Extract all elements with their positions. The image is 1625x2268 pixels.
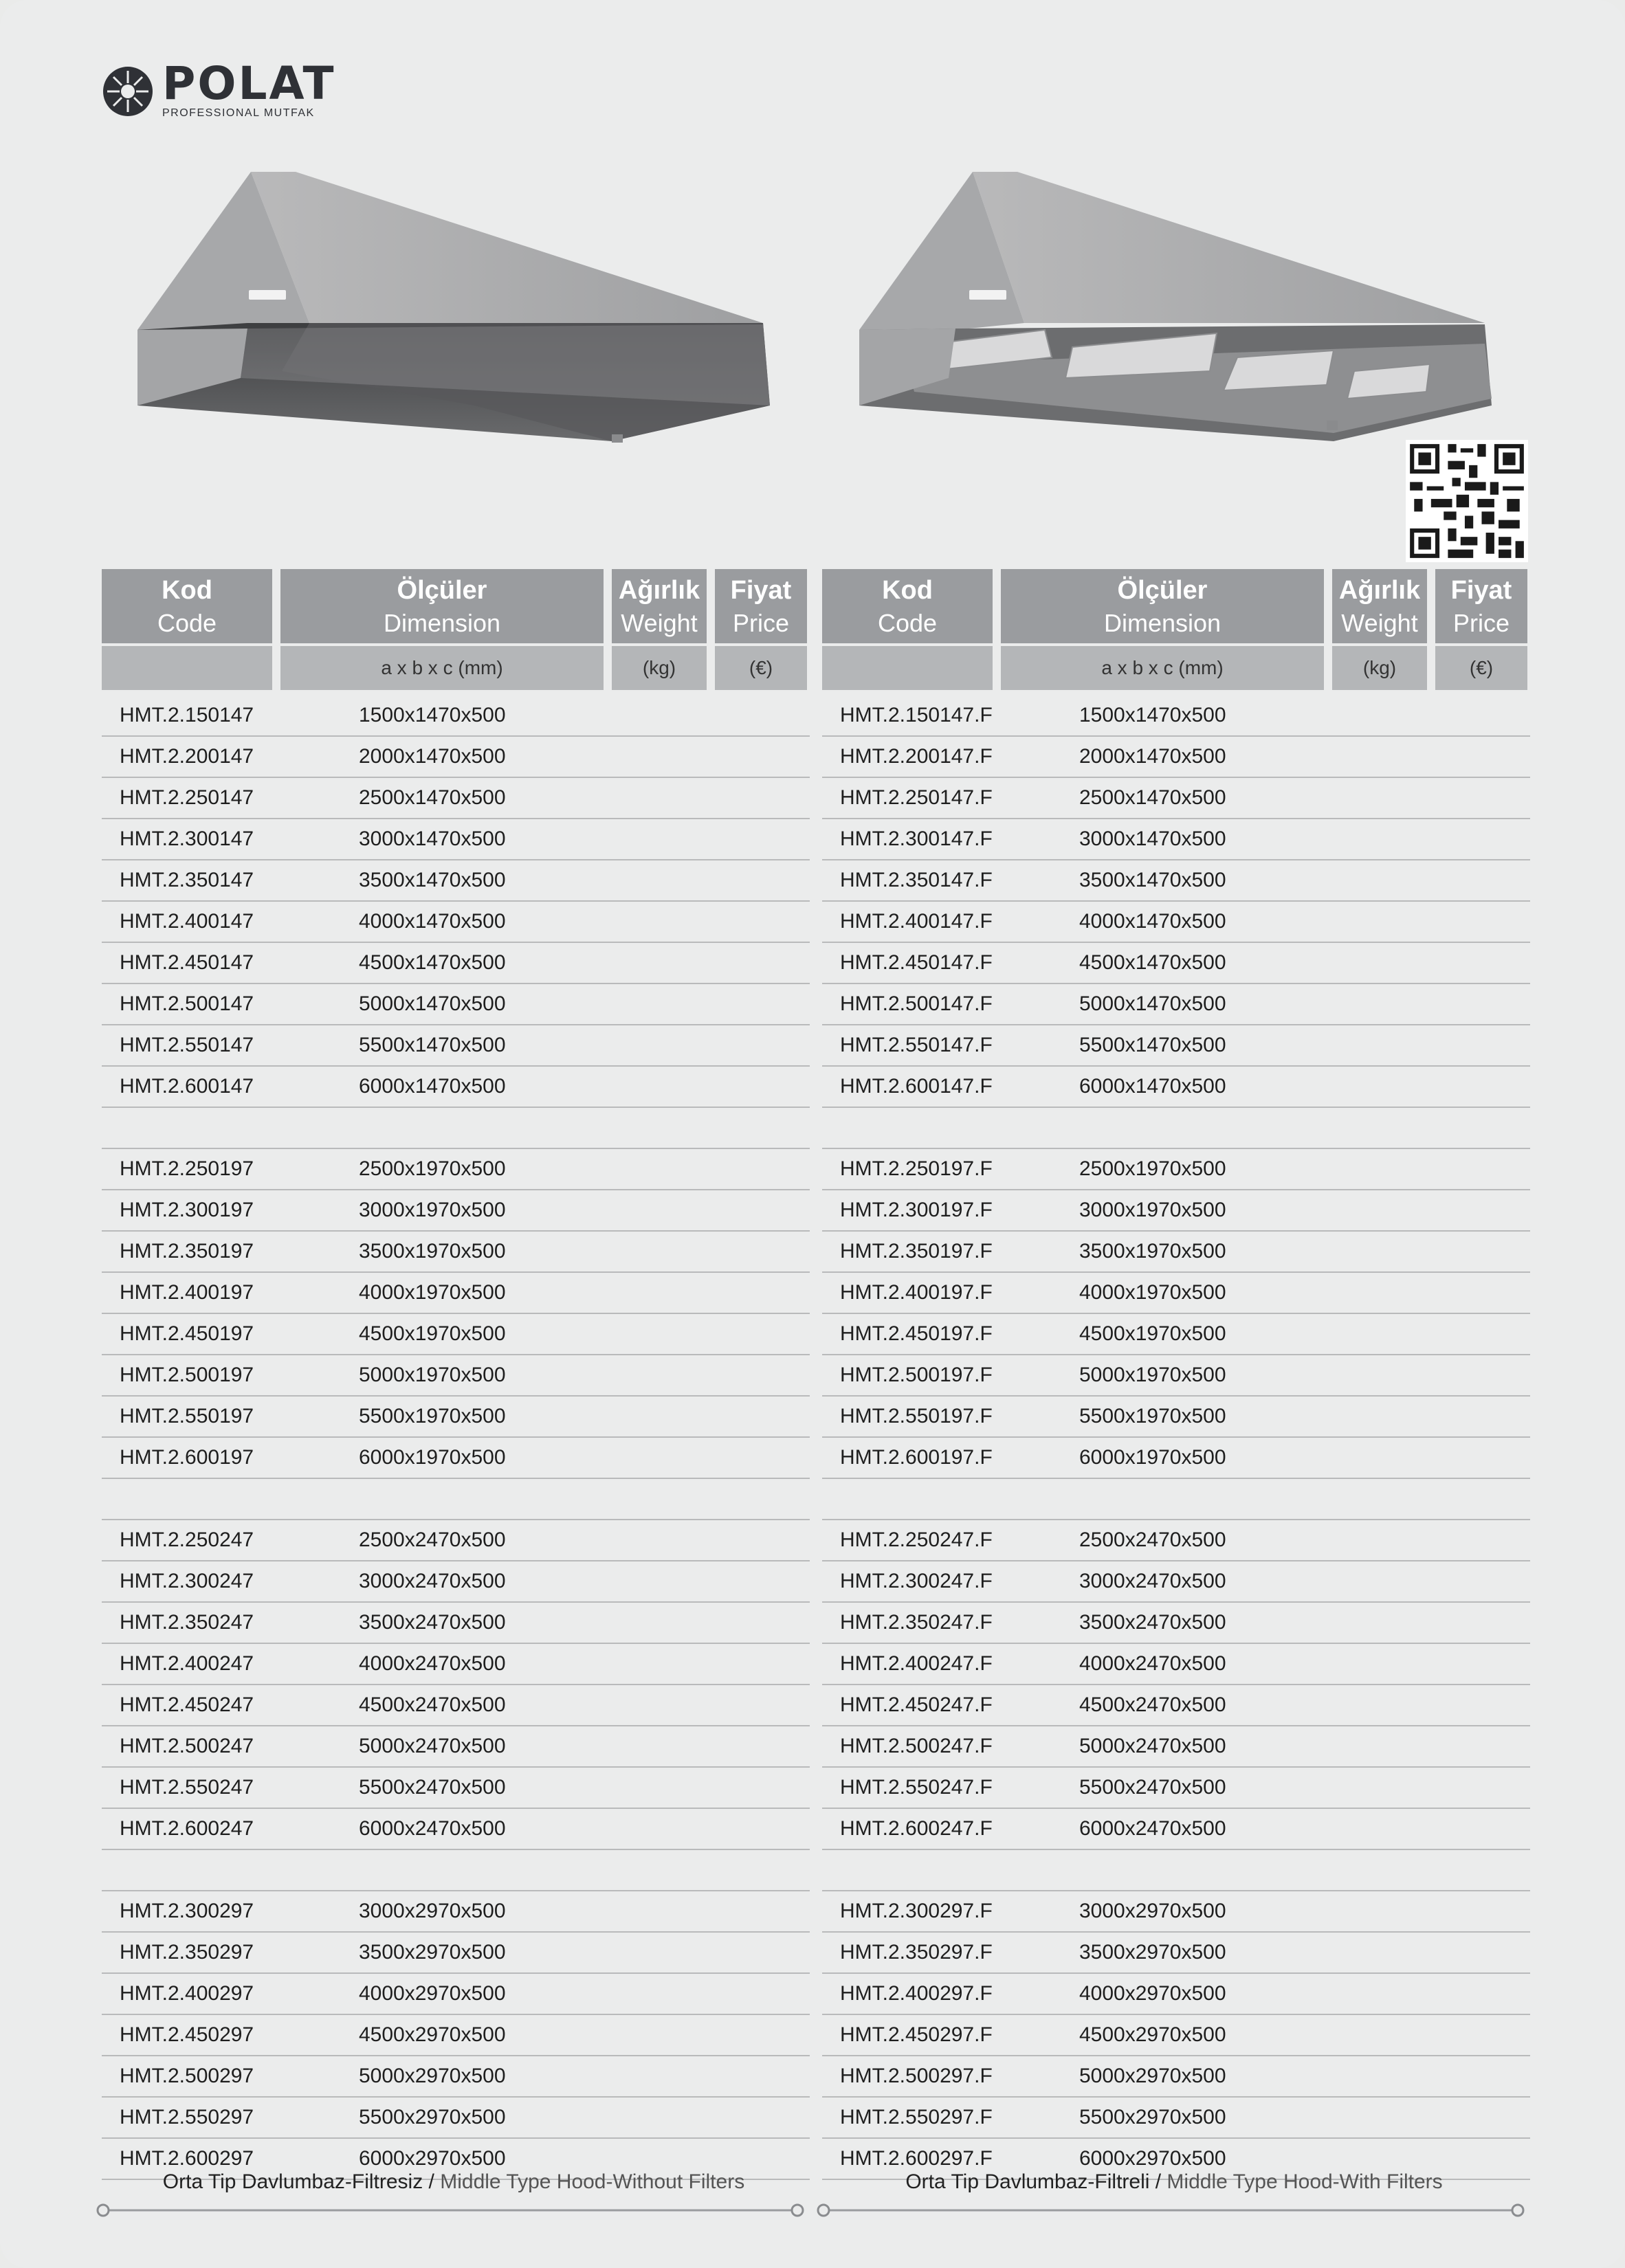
table-row [822,819,1530,860]
caption-tr: Orta Tip Davlumbaz-Filtreli [905,2170,1150,2193]
table-row [102,778,810,819]
spacer-row [102,1108,810,1149]
cell-dimension: 4500x2970x500 [359,2023,506,2046]
spacer-row [822,1850,1530,1891]
cell-dimension: 6000x2470x500 [359,1817,506,1840]
cell-dimension: 2500x1970x500 [359,1157,506,1180]
cell-dimension: 6000x2970x500 [359,2147,506,2170]
cell-dimension: 2000x1470x500 [359,745,506,768]
cell-code: HMT.2.300197.F [840,1199,993,1221]
cell-dimension: 4000x2970x500 [359,1982,506,2005]
cell-code: HMT.2.400297.F [840,1982,993,2005]
hood-without-filters-image [131,172,784,454]
table-row [102,1438,810,1479]
table-row [102,1603,810,1644]
cell-code: HMT.2.450147 [120,951,254,974]
table-row [102,1314,810,1355]
cell-dimension: 3000x1970x500 [359,1199,506,1221]
table-row [102,696,810,737]
cell-code: HMT.2.350147 [120,869,254,891]
cell-dimension: 3500x2470x500 [1079,1611,1226,1634]
cell-code: HMT.2.500197.F [840,1364,993,1386]
table-row [102,860,810,902]
caption-separator: / [1149,2170,1167,2193]
table-row [102,1190,810,1232]
header-dimension: Ölçüler Dimension [1001,569,1324,643]
caption-tr: Orta Tip Davlumbaz-Filtresiz [162,2170,423,2193]
hood-brand-plate [969,290,1006,300]
cell-code: HMT.2.150147.F [840,704,993,726]
cell-code: HMT.2.250147.F [840,786,993,809]
cell-code: HMT.2.600197.F [840,1446,993,1469]
table-row [822,2015,1530,2056]
cell-dimension: 4000x1470x500 [359,910,506,933]
table-row [822,2098,1530,2139]
table-row [822,943,1530,984]
table-row [102,1768,810,1809]
header-code: Kod Code [822,569,993,643]
cell-dimension: 5000x1470x500 [1079,992,1226,1015]
cell-dimension: 4000x2470x500 [359,1652,506,1675]
polat-emblem-icon [102,65,154,118]
cell-dimension: 3000x1470x500 [1079,827,1226,850]
table-row [822,1561,1530,1603]
caption-separator: / [423,2170,441,2193]
cell-dimension: 5500x2970x500 [359,2106,506,2128]
cell-dimension: 3500x1470x500 [359,869,506,891]
table-row [822,1067,1530,1108]
cell-dimension: 2500x2470x500 [359,1528,506,1551]
cell-code: HMT.2.300147 [120,827,254,850]
cell-dimension: 5500x1970x500 [1079,1405,1226,1427]
cell-code: HMT.2.500197 [120,1364,254,1386]
cell-code: HMT.2.250247.F [840,1528,993,1551]
cell-code: HMT.2.350147.F [840,869,993,891]
table-row [102,2098,810,2139]
unit-price: (€) [1435,646,1527,690]
cell-dimension: 5500x2970x500 [1079,2106,1226,2128]
cell-dimension: 4500x2470x500 [359,1693,506,1716]
table-row [102,2015,810,2056]
table-with-filters [822,569,1530,2180]
table-row [102,1726,810,1768]
cell-dimension: 5500x2470x500 [1079,1776,1226,1799]
cell-dimension: 4500x1470x500 [359,951,506,974]
table-row [102,1273,810,1314]
table-row [822,1025,1530,1067]
unit-code [822,646,993,690]
table-row [102,1933,810,1974]
cell-dimension: 4500x2970x500 [1079,2023,1226,2046]
cell-code: HMT.2.400197 [120,1281,254,1304]
cell-dimension: 4500x1970x500 [1079,1322,1226,1345]
caption-rule-right [817,2203,1525,2217]
table-row [102,1397,810,1438]
table-row [102,737,810,778]
cell-code: HMT.2.450297 [120,2023,254,2046]
cell-dimension: 2000x1470x500 [1079,745,1226,768]
cell-code: HMT.2.600197 [120,1446,254,1469]
cell-dimension: 4500x1470x500 [1079,951,1226,974]
unit-dimension: a x b x c (mm) [280,646,604,690]
table-row [102,1520,810,1561]
cell-dimension: 5000x2970x500 [1079,2065,1226,2087]
table-row [822,860,1530,902]
caption-rule-left [96,2203,804,2217]
cell-dimension: 1500x1470x500 [1079,704,1226,726]
cell-code: HMT.2.400247 [120,1652,254,1675]
table-row [102,1067,810,1108]
table-row [822,2056,1530,2098]
table-row [822,1891,1530,1933]
caption-en: Middle Type Hood-Without Filters [440,2170,745,2193]
qr-code [1406,440,1528,562]
cell-dimension: 3500x1970x500 [359,1240,506,1263]
cell-code: HMT.2.300247 [120,1570,254,1592]
spacer-row [822,1479,1530,1520]
cell-code: HMT.2.400197.F [840,1281,993,1304]
table-row [822,1685,1530,1726]
cell-code: HMT.2.500297 [120,2065,254,2087]
caption-without-filters [96,2170,811,2194]
cell-dimension: 5500x1470x500 [359,1034,506,1056]
caption-with-filters [817,2170,1532,2194]
cell-dimension: 3000x2470x500 [1079,1570,1226,1592]
table-row [822,902,1530,943]
table-row [822,1933,1530,1974]
cell-dimension: 5500x1470x500 [1079,1034,1226,1056]
cell-code: HMT.2.450197.F [840,1322,993,1345]
table-row [822,737,1530,778]
cell-dimension: 3000x1470x500 [359,827,506,850]
cell-dimension: 4000x1970x500 [359,1281,506,1304]
cell-dimension: 5000x1970x500 [359,1364,506,1386]
cell-dimension: 5500x2470x500 [359,1776,506,1799]
table-row [822,1273,1530,1314]
table-row [102,1685,810,1726]
table-row [102,1644,810,1685]
table-row [822,1190,1530,1232]
cell-dimension: 5000x2970x500 [359,2065,506,2087]
cell-code: HMT.2.500147.F [840,992,993,1015]
cell-code: HMT.2.250197 [120,1157,254,1180]
cell-code: HMT.2.550247 [120,1776,254,1799]
cell-dimension: 3500x1970x500 [1079,1240,1226,1263]
table-header [822,569,1530,643]
table-row [822,1809,1530,1850]
cell-code: HMT.2.400297 [120,1982,254,2005]
unit-price: (€) [715,646,807,690]
cell-code: HMT.2.550297.F [840,2106,993,2128]
unit-code [102,646,272,690]
table-row [822,1974,1530,2015]
table-row [822,1603,1530,1644]
table-body [102,696,810,2180]
cell-code: HMT.2.550197 [120,1405,254,1427]
cell-code: HMT.2.200147.F [840,745,993,768]
cell-code: HMT.2.550147.F [840,1034,993,1056]
cell-code: HMT.2.400147.F [840,910,993,933]
table-row [102,819,810,860]
cell-dimension: 3000x2470x500 [359,1570,506,1592]
cell-dimension: 5000x2470x500 [359,1735,506,1757]
cell-code: HMT.2.600247 [120,1817,254,1840]
table-row [102,2056,810,2098]
cell-dimension: 4000x1970x500 [1079,1281,1226,1304]
header-code: Kod Code [102,569,272,643]
cell-dimension: 6000x2970x500 [1079,2147,1226,2170]
cell-code: HMT.2.350197 [120,1240,254,1263]
cell-code: HMT.2.350197.F [840,1240,993,1263]
cell-dimension: 3000x1970x500 [1079,1199,1226,1221]
table-row [102,1025,810,1067]
cell-code: HMT.2.500147 [120,992,254,1015]
brand-name: POLAT [162,57,336,110]
table-row [822,1355,1530,1397]
cell-dimension: 3000x2970x500 [359,1900,506,1922]
spacer-row [102,1850,810,1891]
cell-code: HMT.2.150147 [120,704,254,726]
cell-dimension: 2500x1470x500 [359,786,506,809]
spacer-row [822,1108,1530,1149]
cell-code: HMT.2.600297.F [840,2147,993,2170]
cell-code: HMT.2.300197 [120,1199,254,1221]
cell-dimension: 3500x2970x500 [359,1941,506,1964]
table-row [822,1438,1530,1479]
cell-dimension: 4000x2970x500 [1079,1982,1226,2005]
cell-code: HMT.2.450297.F [840,2023,993,2046]
cell-code: HMT.2.350297 [120,1941,254,1964]
table-row [102,902,810,943]
hood-brand-plate [249,290,286,300]
cell-dimension: 5500x1970x500 [359,1405,506,1427]
cell-code: HMT.2.300147.F [840,827,993,850]
cell-dimension: 6000x1470x500 [1079,1075,1226,1098]
cell-code: HMT.2.600147.F [840,1075,993,1098]
cell-dimension: 4500x2470x500 [1079,1693,1226,1716]
cell-dimension: 6000x2470x500 [1079,1817,1226,1840]
caption-en: Middle Type Hood-With Filters [1167,2170,1443,2193]
cell-dimension: 2500x2470x500 [1079,1528,1226,1551]
unit-dimension: a x b x c (mm) [1001,646,1324,690]
cell-dimension: 2500x1470x500 [1079,786,1226,809]
table-row [822,1232,1530,1273]
cell-code: HMT.2.400147 [120,910,254,933]
cell-code: HMT.2.600147 [120,1075,254,1098]
cell-code: HMT.2.550247.F [840,1776,993,1799]
cell-dimension: 6000x1970x500 [1079,1446,1226,1469]
hood-with-filters-image [852,172,1499,454]
table-row [102,1809,810,1850]
cell-dimension: 5000x1470x500 [359,992,506,1015]
cell-code: HMT.2.450247.F [840,1693,993,1716]
cell-code: HMT.2.300297 [120,1900,254,1922]
table-row [102,1974,810,2015]
cell-code: HMT.2.250247 [120,1528,254,1551]
header-weight: Ağırlık Weight [612,569,707,643]
table-row [822,696,1530,737]
cell-dimension: 3000x2970x500 [1079,1900,1226,1922]
table-row [822,1314,1530,1355]
header-price: Fiyat Price [1435,569,1527,643]
cell-code: HMT.2.350297.F [840,1941,993,1964]
spacer-row [102,1479,810,1520]
table-row [822,1768,1530,1809]
cell-dimension: 6000x1970x500 [359,1446,506,1469]
cell-dimension: 4000x2470x500 [1079,1652,1226,1675]
cell-code: HMT.2.500297.F [840,2065,993,2087]
cell-dimension: 3500x2470x500 [359,1611,506,1634]
table-row [822,1726,1530,1768]
cell-code: HMT.2.550197.F [840,1405,993,1427]
cell-code: HMT.2.600297 [120,2147,254,2170]
table-row [102,1561,810,1603]
table-row [822,1520,1530,1561]
cell-code: HMT.2.350247 [120,1611,254,1634]
table-row [822,778,1530,819]
table-row [102,984,810,1025]
table-row [822,1644,1530,1685]
cell-code: HMT.2.250147 [120,786,254,809]
cell-dimension: 1500x1470x500 [359,704,506,726]
cell-code: HMT.2.200147 [120,745,254,768]
brand-logo [102,57,336,120]
table-row [822,1397,1530,1438]
cell-code: HMT.2.450197 [120,1322,254,1345]
brand-subtitle: PROFESSIONAL MUTFAK [162,107,315,119]
cell-dimension: 3500x1470x500 [1079,869,1226,891]
cell-dimension: 6000x1470x500 [359,1075,506,1098]
cell-code: HMT.2.550147 [120,1034,254,1056]
unit-weight: (kg) [1332,646,1427,690]
table-row [102,1149,810,1190]
table-row [822,984,1530,1025]
table-row [102,943,810,984]
cell-dimension: 4500x1970x500 [359,1322,506,1345]
table-units-row [102,646,810,690]
cell-code: HMT.2.600247.F [840,1817,993,1840]
cell-code: HMT.2.450247 [120,1693,254,1716]
table-row [822,1149,1530,1190]
table-row [102,1355,810,1397]
cell-code: HMT.2.350247.F [840,1611,993,1634]
table-row [102,1232,810,1273]
table-units-row [822,646,1530,690]
cell-code: HMT.2.300297.F [840,1900,993,1922]
table-row [102,1891,810,1933]
cell-code: HMT.2.300247.F [840,1570,993,1592]
cell-code: HMT.2.500247 [120,1735,254,1757]
table-body [822,696,1530,2180]
table-header [102,569,810,643]
cell-code: HMT.2.250197.F [840,1157,993,1180]
cell-dimension: 5000x2470x500 [1079,1735,1226,1757]
header-dimension: Ölçüler Dimension [280,569,604,643]
cell-code: HMT.2.500247.F [840,1735,993,1757]
cell-dimension: 5000x1970x500 [1079,1364,1226,1386]
cell-code: HMT.2.550297 [120,2106,254,2128]
cell-dimension: 2500x1970x500 [1079,1157,1226,1180]
header-weight: Ağırlık Weight [1332,569,1427,643]
table-without-filters [102,569,810,2180]
unit-weight: (kg) [612,646,707,690]
cell-code: HMT.2.450147.F [840,951,993,974]
cell-code: HMT.2.400247.F [840,1652,993,1675]
cell-dimension: 3500x2970x500 [1079,1941,1226,1964]
header-price: Fiyat Price [715,569,807,643]
cell-dimension: 4000x1470x500 [1079,910,1226,933]
